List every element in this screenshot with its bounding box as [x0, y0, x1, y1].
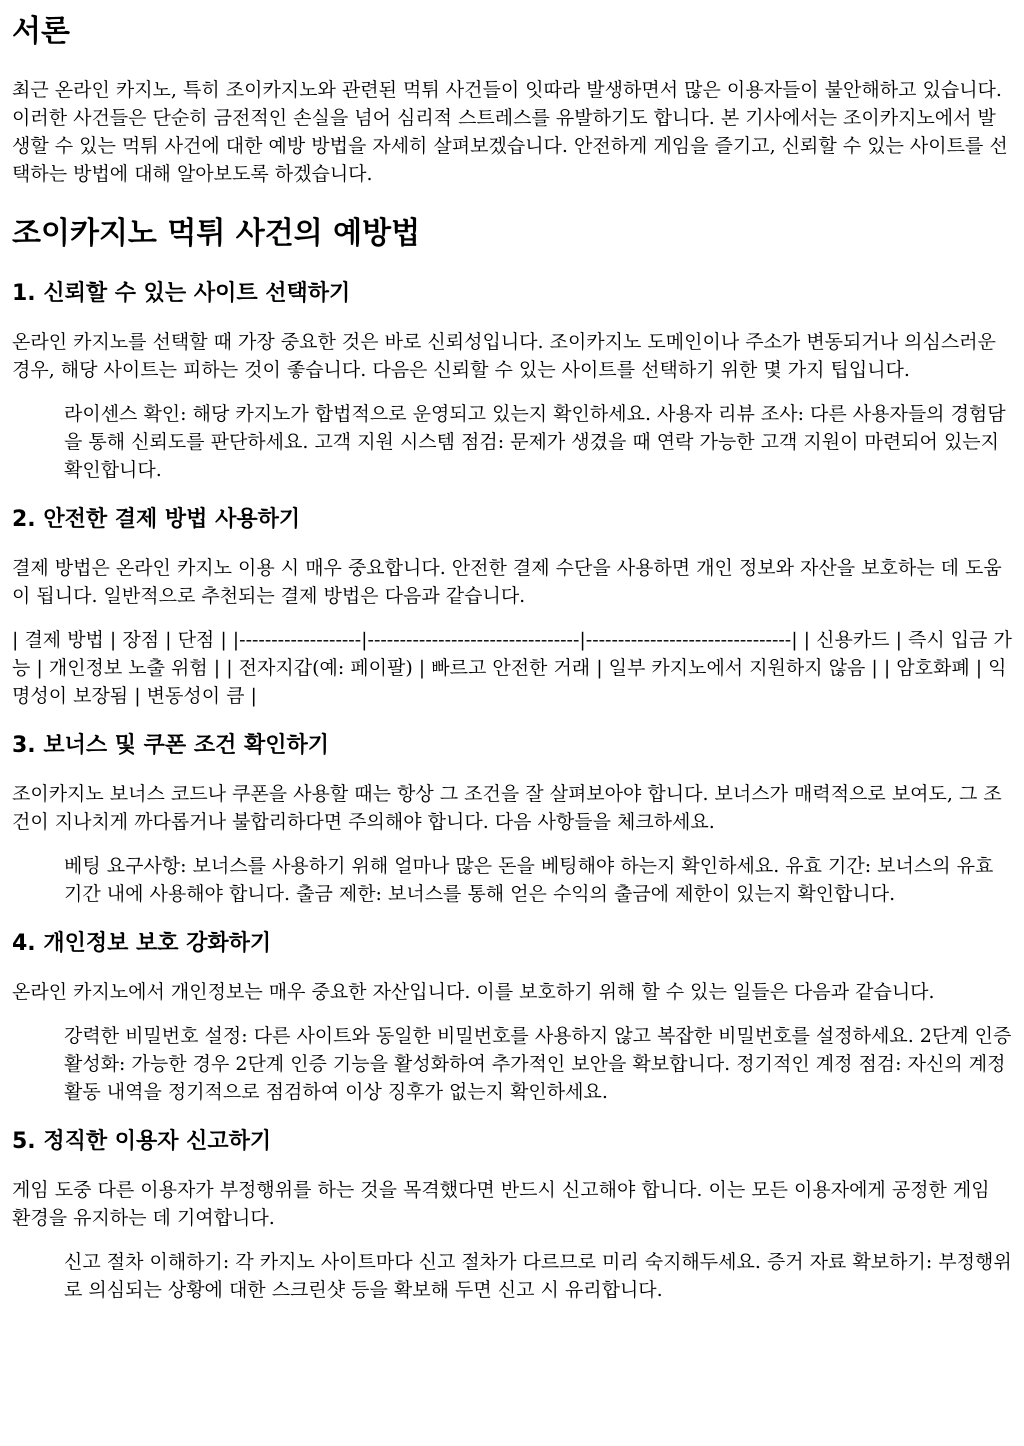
payment-table-text: | 결제 방법 | 장점 | 단점 | |-------------------|---------------------------------|--------------------------------| | 신용카드 | 즉시 입금 가능 | 개인정보 노출 위험 | | 전자지갑(예: 페이팔) | 빠르고 안전한 거래 | 일부 카지노에서 지원하지 않음 | | 암호화폐 | 익명성이 보장됨 | 변동성이 큼 | — [12, 629, 1012, 707]
paragraph-report-users: 게임 도중 다른 이용자가 부정행위를 하는 것을 목격했다면 반드시 신고해야 합니다. 이는 모든 이용자에게 공정한 게임 환경을 유지하는 데 기여합니다. — [12, 1179, 990, 1229]
heading-site-selection: 1. 신뢰할 수 있는 사이트 선택하기 — [12, 281, 351, 306]
quote-privacy-tips: 강력한 비밀번호 설정: 다른 사이트와 동일한 비밀번호를 사용하지 않고 복잡한 비밀번호를 설정하세요. 2단계 인증 활성화: 가능한 경우 2단계 인증 기능을 활성화하여 추가적인 보안을 확보합니다. 정기적인 계정 점검: 자신의 계정 활동 내역을 정기적으로 점검하여 이상 징후가 없는지 확인하세요. — [64, 1025, 1012, 1103]
heading-report-users: 5. 정직한 이용자 신고하기 — [12, 1129, 272, 1154]
paragraph-safe-payment: 결제 방법은 온라인 카지노 이용 시 매우 중요합니다. 안전한 결제 수단을 사용하면 개인 정보와 자산을 보호하는 데 도움이 됩니다. 일반적으로 추천되는 결제 방법은 다음과 같습니다. — [12, 557, 1002, 607]
heading-privacy: 4. 개인정보 보호 강화하기 — [12, 931, 272, 956]
paragraph-site-selection: 온라인 카지노를 선택할 때 가장 중요한 것은 바로 신뢰성입니다. 조이카지노 도메인이나 주소가 변동되거나 의심스러운 경우, 해당 사이트는 피하는 것이 좋습니다. 다음은 신뢰할 수 있는 사이트를 선택하기 위한 몇 가지 팁입니다. — [12, 331, 996, 381]
quote-bonus-checklist: 베팅 요구사항: 보너스를 사용하기 위해 얼마나 많은 돈을 베팅해야 하는지 확인하세요. 유효 기간: 보너스의 유효 기간 내에 사용해야 합니다. 출금 제한: 보너스를 통해 얻은 수익의 출금에 제한이 있는지 확인합니다. — [64, 855, 994, 905]
heading-safe-payment: 2. 안전한 결제 방법 사용하기 — [12, 507, 301, 532]
section-title: 조이카지노 먹튀 사건의 예방법 — [12, 216, 421, 251]
heading-bonus-conditions: 3. 보너스 및 쿠폰 조건 확인하기 — [12, 733, 329, 758]
paragraph-bonus-conditions: 조이카지노 보너스 코드나 쿠폰을 사용할 때는 항상 그 조건을 잘 살펴보아야 합니다. 보너스가 매력적으로 보여도, 그 조건이 지나치게 까다롭거나 불합리하다면 주의해야 합니다. 다음 사항들을 체크하세요. — [12, 783, 1002, 833]
quote-site-selection-tips: 라이센스 확인: 해당 카지노가 합법적으로 운영되고 있는지 확인하세요. 사용자 리뷰 조사: 다른 사용자들의 경험담을 통해 신뢰도를 판단하세요. 고객 지원 시스템 점검: 문제가 생겼을 때 연락 가능한 고객 지원이 마련되어 있는지 확인합니다. — [64, 403, 1006, 481]
intro-paragraph: 최근 온라인 카지노, 특히 조이카지노와 관련된 먹튀 사건들이 잇따라 발생하면서 많은 이용자들이 불안해하고 있습니다. 이러한 사건들은 단순히 금전적인 손실을 넘어 심리적 스트레스를 유발하기도 합니다. 본 기사에서는 조이카지노에서 발생할 수 있는 먹튀 사건에 대한 예방 방법을 자세히 살펴보겠습니다. 안전하게 게임을 즐기고, 신뢰할 수 있는 사이트를 선택하는 방법에 대해 알아보도록 하겠습니다. — [12, 79, 1008, 185]
paragraph-privacy: 온라인 카지노에서 개인정보는 매우 중요한 자산입니다. 이를 보호하기 위해 할 수 있는 일들은 다음과 같습니다. — [12, 981, 935, 1003]
quote-report-tips: 신고 절차 이해하기: 각 카지노 사이트마다 신고 절차가 다르므로 미리 숙지해두세요. 증거 자료 확보하기: 부정행위로 의심되는 상황에 대한 스크린샷 등을 확보해 두면 신고 시 유리합니다. — [64, 1251, 1012, 1301]
page-title: 서론 — [12, 14, 70, 49]
